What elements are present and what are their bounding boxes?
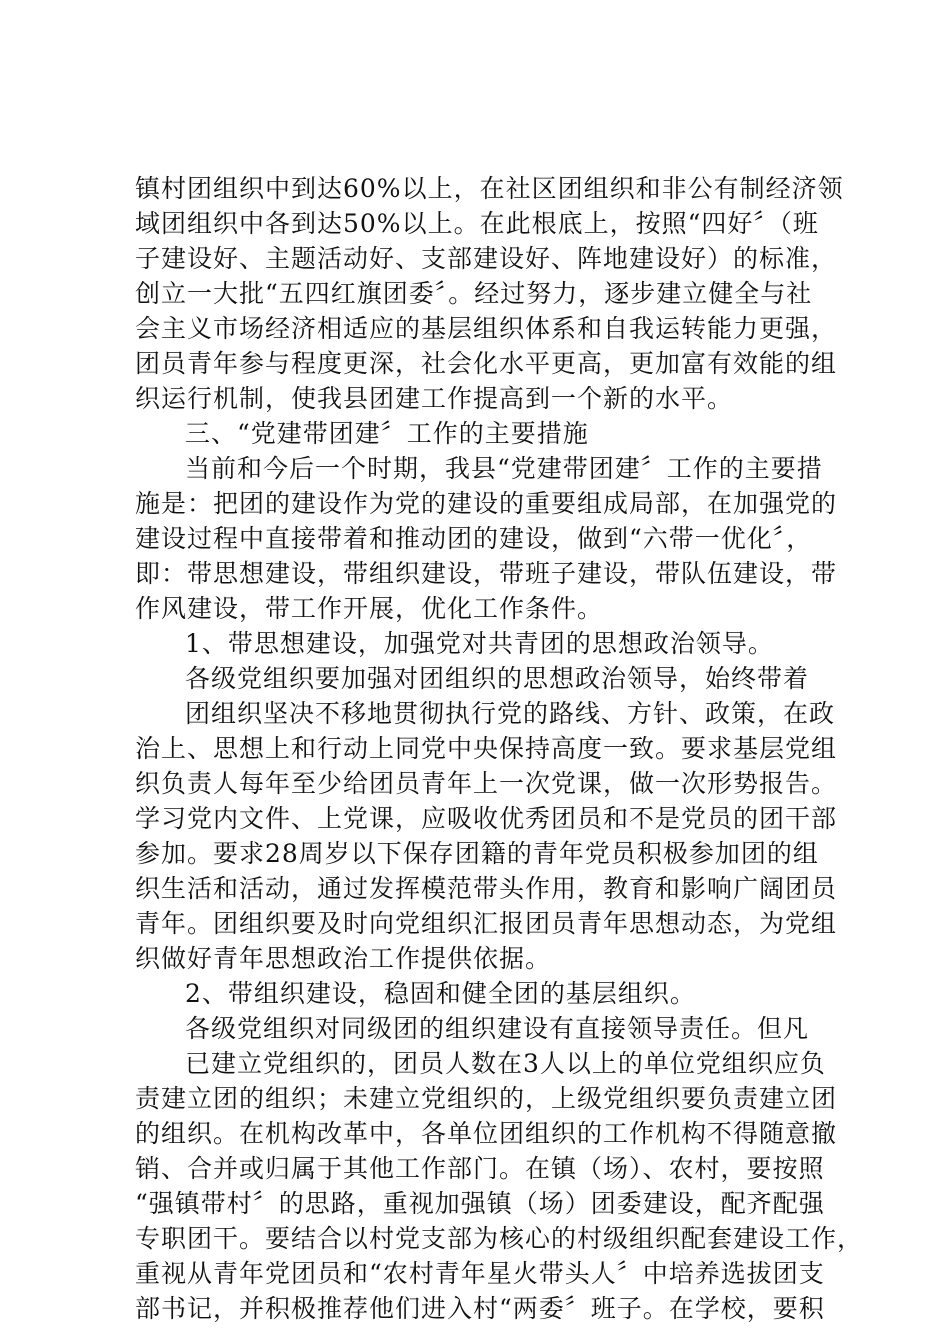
text-line: 创立一大批“五四红旗团委〞。经过努力，逐步建立健全与社	[135, 279, 813, 308]
text-line: 团员青年参与程度更深，社会化水平更高，更加富有效能的组	[135, 349, 838, 378]
text-line: “强镇带村〞的思路，重视加强镇（场）团委建设，配齐配强	[135, 1189, 825, 1218]
text-line: 各级党组织要加强对团组织的思想政治领导，始终带着	[185, 664, 810, 693]
text-line: 已建立党组织的，团员人数在3人以上的单位党组织应负	[185, 1049, 826, 1078]
text-line: 重视从青年党团员和“农村青年星火带头人〞中培养选拔团支	[135, 1259, 825, 1288]
text-line: 织生活和活动，通过发挥模范带头作用，教育和影响广阔团员	[135, 874, 838, 903]
text-line: 销、合并或归属于其他工作部门。在镇（场）、农村，要按照	[135, 1154, 825, 1183]
text-line: 治上、思想上和行动上同党中央保持高度一致。要求基层党组	[135, 734, 838, 763]
text-line: 学习党内文件、上党课，应吸收优秀团员和不是党员的团干部	[135, 804, 838, 833]
text-line: 参加。要求28周岁以下保存团籍的青年党员积极参加团的组	[135, 839, 819, 868]
text-line: 织运行机制，使我县团建工作提高到一个新的水平。	[135, 384, 734, 413]
text-line: 织负责人每年至少给团员青年上一次党课，做一次形势报告。	[135, 769, 838, 798]
text-line: 的组织。在机构改革中，各单位团组织的工作机构不得随意撤	[135, 1119, 838, 1148]
text-line: 即：带思想建设，带组织建设，带班子建设，带队伍建设，带	[135, 559, 838, 588]
text-line: 2、带组织建设，稳固和健全团的基层组织。	[185, 979, 696, 1008]
text-line: 作风建设，带工作开展，优化工作条件。	[135, 594, 604, 623]
text-line: 部书记，并积极推荐他们进入村“两委〞班子。在学校，要积	[135, 1294, 825, 1323]
text-line: 1、带思想建设，加强党对共青团的思想政治领导。	[185, 629, 774, 658]
text-line: 团组织坚决不移地贯彻执行党的路线、方针、政策，在政	[185, 699, 836, 728]
document-body	[135, 171, 864, 1326]
text-line: 建设过程中直接带着和推动团的建设，做到“六带一优化〞，	[135, 524, 813, 553]
text-line: 当前和今后一个时期，我县“党建带团建〞工作的主要措	[185, 454, 823, 483]
text-line: 施是：把团的建设作为党的建设的重要组成局部，在加强党的	[135, 489, 838, 518]
text-line: 专职团干。要结合以村党支部为核心的村级组织配套建设工作，	[135, 1224, 864, 1253]
text-line: 子建设好、主题活动好、支部建设好、阵地建设好）的标准，	[135, 244, 838, 273]
text-line: 域团组织中各到达50%以上。在此根底上，按照“四好〞（班	[135, 209, 819, 238]
text-line: 各级党组织对同级团的组织建设有直接领导责任。但凡	[185, 1014, 810, 1043]
text-line: 三、“党建带团建〞工作的主要措施	[185, 419, 589, 448]
text-line: 镇村团组织中到达60%以上，在社区团组织和非公有制经济领	[135, 174, 844, 203]
text-line: 织做好青年思想政治工作提供依据。	[135, 944, 552, 973]
text-line: 责建立团的组织；未建立党组织的，上级党组织要负责建立团	[135, 1084, 838, 1113]
text-line: 青年。团组织要及时向党组织汇报团员青年思想动态，为党组	[135, 909, 838, 938]
text-line: 会主义市场经济相适应的基层组织体系和自我运转能力更强，	[135, 314, 838, 343]
